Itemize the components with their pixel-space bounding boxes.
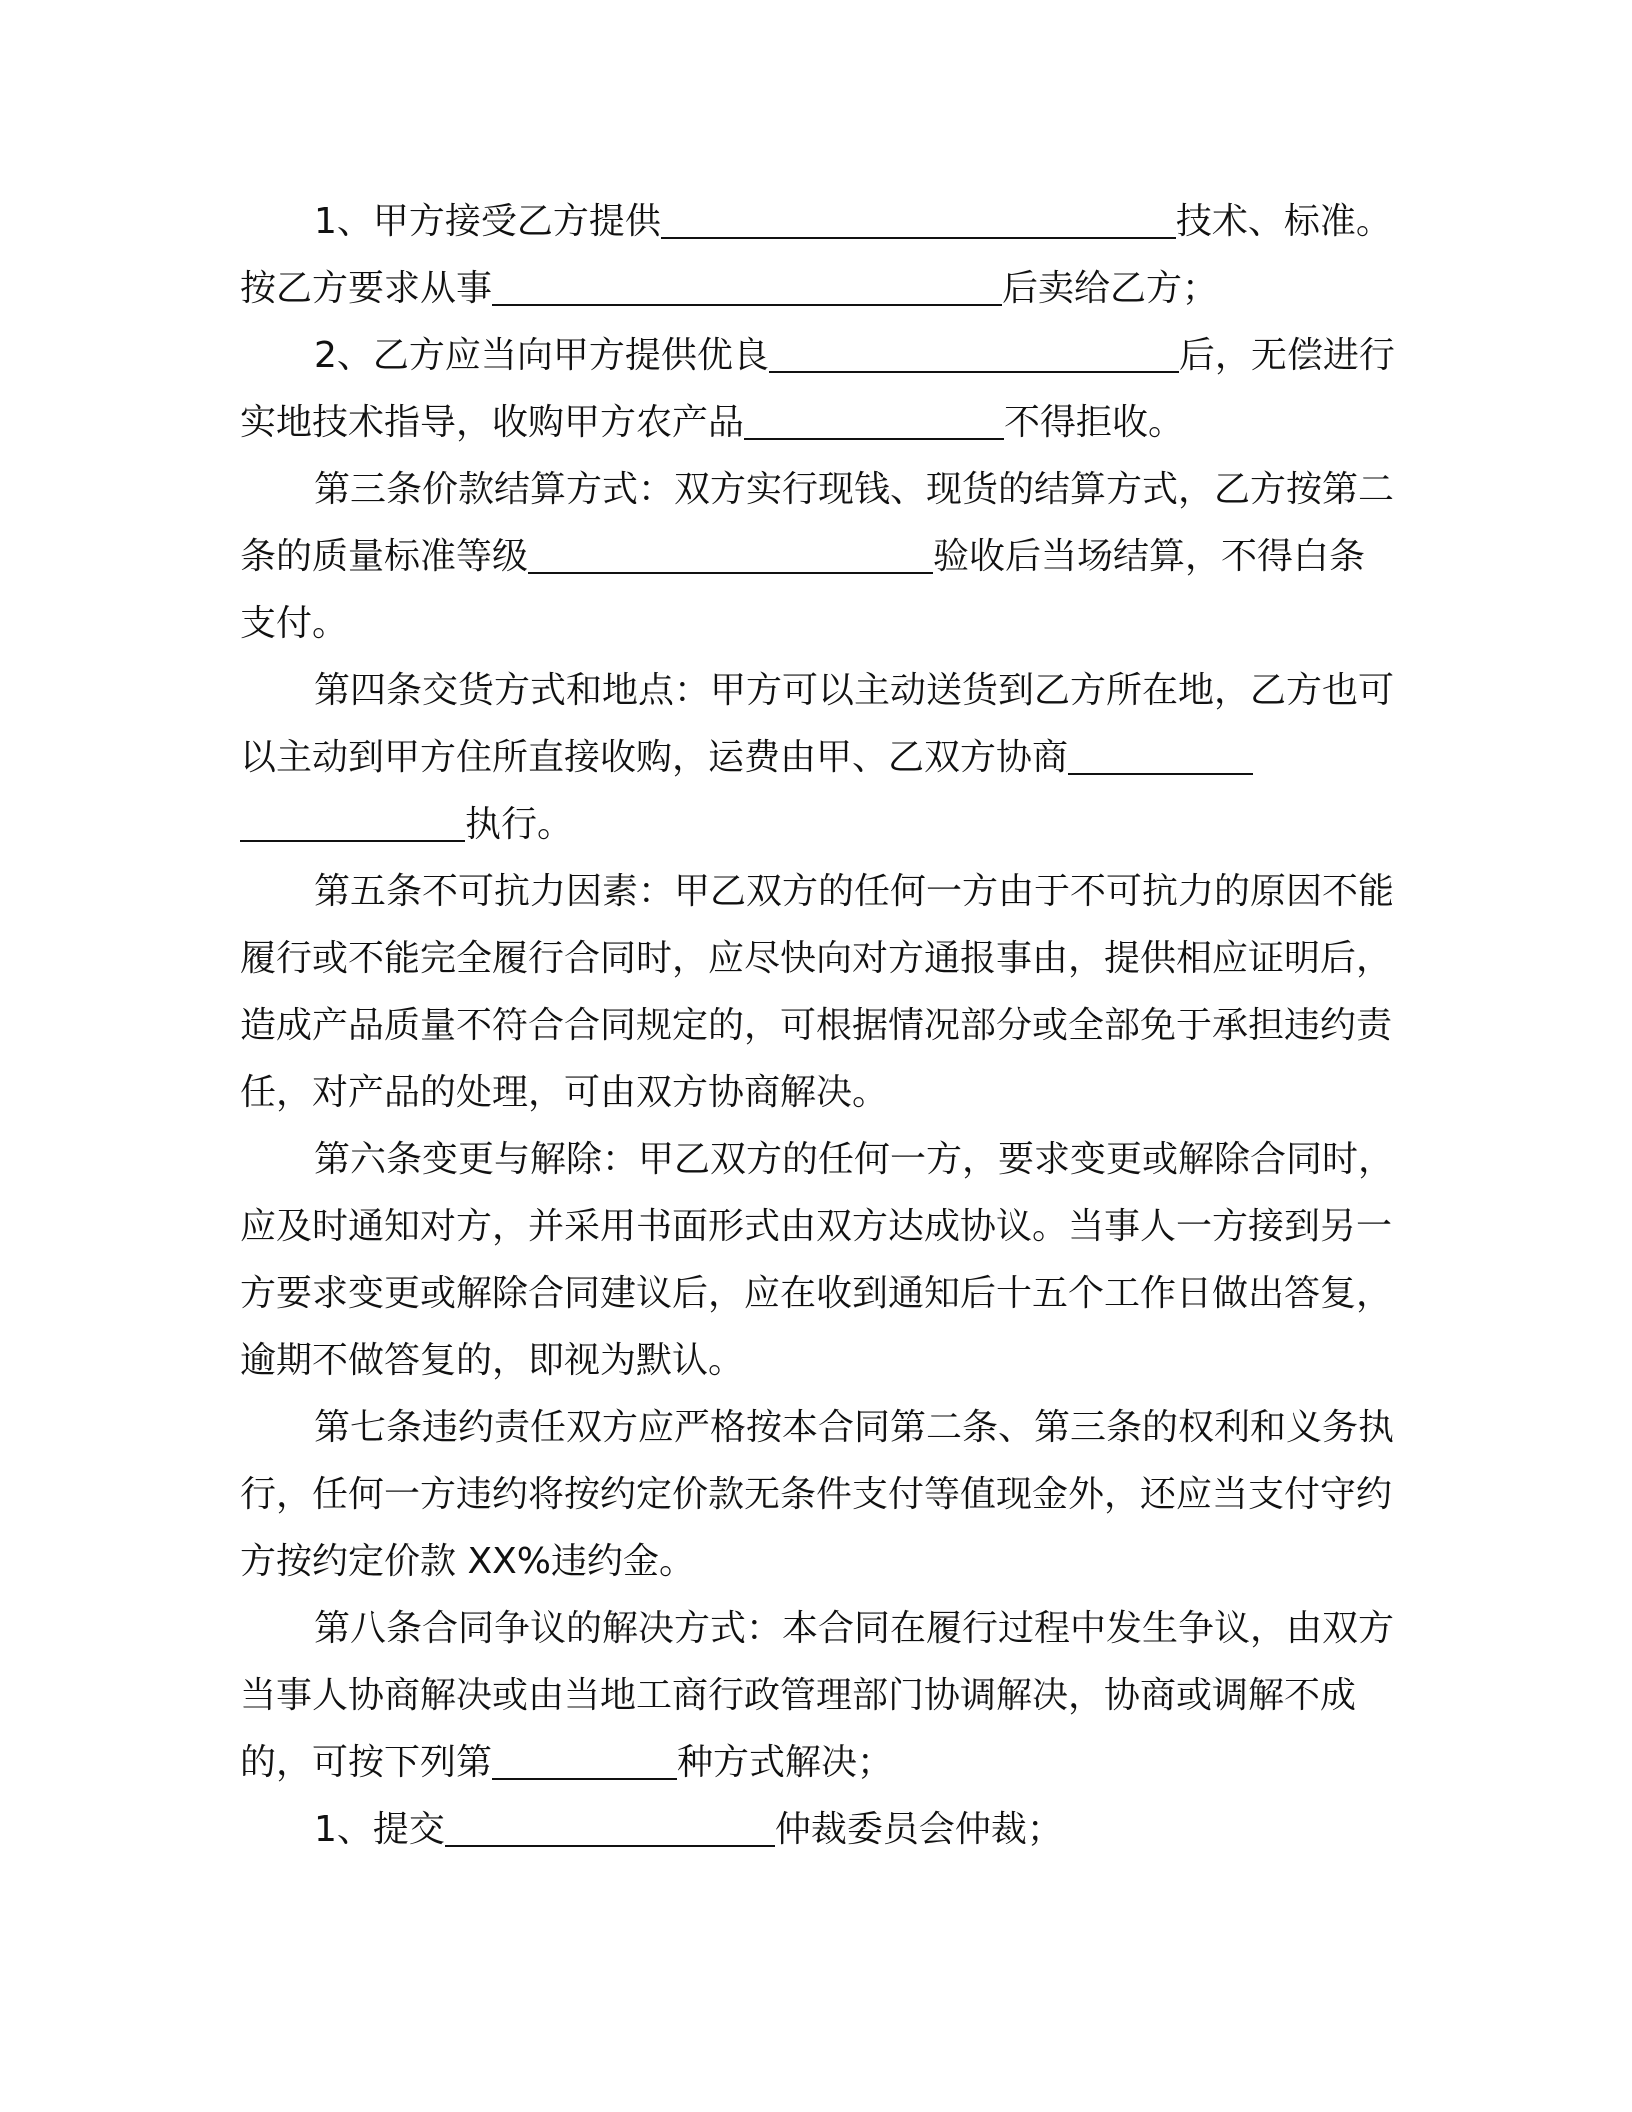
article-8 — [240, 1595, 1400, 1796]
clause-2 — [240, 322, 1400, 456]
article-4-text-a: 第四条交货方式和地点：甲方可以主动送货到乙方所在地，乙方也可以主动到甲方住所直接收购，运费由甲、乙双方协商 — [240, 670, 1395, 778]
clause-2-text-c: 不得拒收。 — [1004, 402, 1185, 443]
article-7: 第七条违约责任双方应严格按本合同第二条、第三条的权利和义务执行，任何一方违约将按约定价款无条件支付等值现金外，还应当支付守约方按约定价款 XX%违约金。 — [240, 1407, 1395, 1582]
blank-field[interactable] — [744, 396, 1004, 440]
article-4-text-b: 执行。 — [465, 804, 574, 845]
clause-2-text-b: 后，无偿进行实地技术指导，收购甲方农产品 — [240, 335, 1395, 443]
blank-field[interactable] — [528, 530, 933, 574]
blank-field[interactable] — [1068, 731, 1253, 775]
option-1 — [240, 1796, 1400, 1863]
option-1-text-b: 仲裁委员会仲裁； — [774, 1809, 1063, 1850]
article-3 — [240, 456, 1400, 657]
blank-field[interactable] — [769, 329, 1179, 373]
option-1-text-a: 1、提交 — [314, 1809, 445, 1850]
blank-field[interactable] — [240, 798, 465, 842]
blank-field[interactable] — [492, 1736, 677, 1780]
contract-body — [240, 188, 1400, 1863]
article-8-text-a: 第八条合同争议的解决方式：本合同在履行过程中发生争议，由双方当事人协商解决或由当地工商行政管理部门协调解决，协商或调解不成的，可按下列第 — [240, 1608, 1395, 1783]
blank-field[interactable] — [492, 262, 1002, 306]
blank-field[interactable] — [661, 195, 1176, 239]
article-3-text-a: 第三条价款结算方式：双方实行现钱、现货的结算方式，乙方按第二条的质量标准等级 — [240, 469, 1395, 577]
clause-1-text-a: 1、甲方接受乙方提供 — [314, 201, 661, 242]
article-8-text-b: 种方式解决； — [677, 1742, 894, 1783]
article-3-text-b: 验收后当场结算，不得白条支付。 — [240, 536, 1366, 644]
clause-1 — [240, 188, 1400, 322]
article-6: 第六条变更与解除：甲乙双方的任何一方，要求变更或解除合同时，应及时通知对方，并采用书面形式由双方达成协议。当事人一方接到另一方要求变更或解除合同建议后，应在收到通知后十五个工作日做出答复，逾期不做答复的，即视为默认。 — [240, 1139, 1395, 1381]
clause-1-text-c: 后卖给乙方； — [1002, 268, 1219, 309]
article-5: 第五条不可抗力因素：甲乙双方的任何一方由于不可抗力的原因不能履行或不能完全履行合同时，应尽快向对方通报事由，提供相应证明后，造成产品质量不符合合同规定的，可根据情况部分或全部免于承担违约责任，对产品的处理，可由双方协商解决。 — [240, 871, 1395, 1113]
clause-2-text-a: 2、乙方应当向甲方提供优良 — [314, 335, 769, 376]
clause-1-text-b: 技术、标准。按乙方要求从事 — [240, 201, 1392, 309]
article-4 — [240, 657, 1400, 858]
blank-field[interactable] — [445, 1803, 775, 1847]
